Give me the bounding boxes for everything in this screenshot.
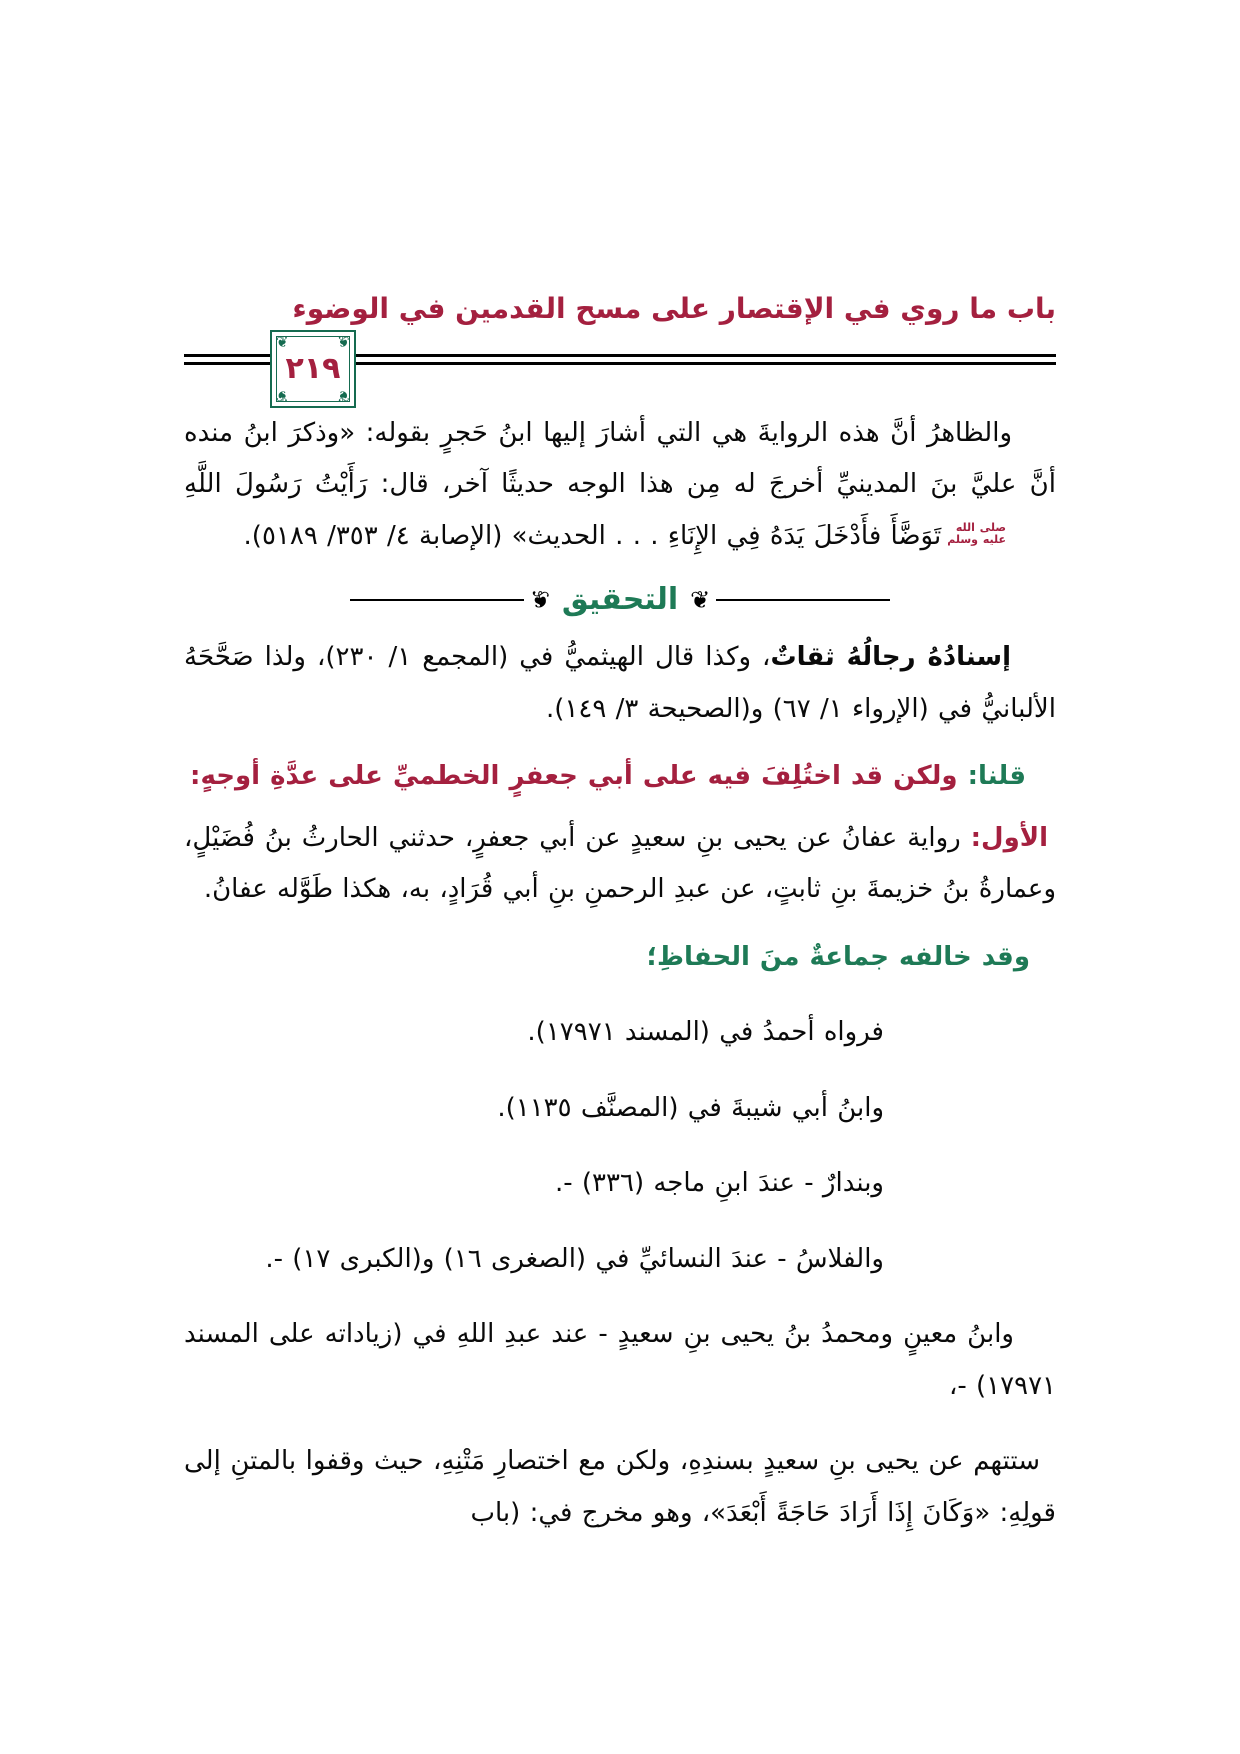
paragraph-text: تَوَضَّأَ فأَدْخَلَ يَدَهُ فِي الإِنَاءِ . . . الحديث» (الإصابة ٤/ ٣٥٣/ ٥١٨٩). <box>243 520 942 551</box>
badge-flourish-icon: ❦ <box>337 333 350 351</box>
divider-ornament-icon: ❦ <box>690 586 711 615</box>
divider-line <box>350 599 524 601</box>
badge-flourish-icon: ❦ <box>276 387 289 405</box>
list-item-bundar: وبندارٌ - عندَ ابنِ ماجه (٣٣٦) -. <box>554 1168 884 1199</box>
tahqiq-divider <box>350 582 890 618</box>
paragraph-first-wajh <box>184 813 1056 916</box>
badge-flourish-icon: ❦ <box>337 387 350 405</box>
paragraph-text: رواية عفانُ عن يحيى بنِ سعيدٍ عن أبي جعفرٍ، حدثني الحارثُ بنُ فُضَيْلٍ، وعمارةُ بنُ خزيمةَ بنِ ثابتٍ، عن عبدِ الرحمنِ بنِ أبي قُرَادٍ، به، هكذا طَوَّله عفانُ. <box>184 822 1056 905</box>
chapter-title: باب ما روي في الإقتصار على مسح القدمين في الوضوء <box>292 292 1056 325</box>
paragraph-qulna <box>184 751 1056 802</box>
divider-ornament-icon: ❦ <box>529 586 550 615</box>
paragraph-zahir <box>184 408 1056 562</box>
awwal-label: الأول: <box>970 822 1048 853</box>
paragraph-isnad <box>184 632 1056 735</box>
isnad-bold-text: إسنادُهُ رجالُهُ ثقاتٌ <box>770 642 1012 673</box>
qulna-label: قلنا: <box>967 761 1026 792</box>
salla-bottom: عليه وسلم <box>947 533 1006 547</box>
list-item-falas: والفلاسُ - عندَ النسائيِّ في (الصغرى ١٦) و(الكبرى ١٧) -. <box>265 1243 884 1274</box>
page-content <box>184 0 1056 1539</box>
salla-top: صلى الله <box>955 520 1006 534</box>
paragraph-ibn-main: وابنُ معينٍ ومحمدُ بنُ يحيى بنِ سعيدٍ - عند عبدِ اللهِ في (زياداته على المسند ١٧٩٧١) -، <box>184 1319 1056 1401</box>
badge-flourish-icon: ❦ <box>276 333 289 351</box>
page-header <box>184 292 1056 405</box>
salla-symbol <box>947 522 1050 547</box>
list-item-ibn-abi-shayba: وابنُ أبي شيبةَ في (المصنَّف ١١٣٥). <box>497 1092 884 1123</box>
divider-line <box>716 599 890 601</box>
paragraph-khalafa-heading: وقد خالفه جماعةٌ منَ الحفاظِ؛ <box>646 941 1030 972</box>
list-item-ahmad: فرواه أحمدُ في (المسند ١٧٩٧١). <box>527 1017 884 1048</box>
page-number-badge <box>270 330 356 408</box>
qulna-red-text: ولكن قد اختُلِفَ فيه على أبي جعفرٍ الخطميِّ على عدَّةِ أوجهٍ: <box>190 761 968 792</box>
tahqiq-label: التحقيق <box>561 582 679 618</box>
paragraph-sittatuhum: ستتهم عن يحيى بنِ سعيدٍ بسندِهِ، ولكن مع اختصارِ مَتْنِهِ، حيث وقفوا بالمتنِ إلى قولِهِ: «وَكَانَ إِذَا أَرَادَ حَاجَةً أَبْعَدَ»، وهو مخرج في: (باب <box>184 1446 1056 1528</box>
paragraph-text: ، وكذا قال الهيثميُّ في (المجمع ١/ ٢٣٠)، ولذا صَحَّحَهُ الألبانيُّ في (الإرواء ١/ ٦٧) و(الصحيحة ٣/ ١٤٩). <box>184 642 1056 724</box>
page-number: ٢١٩ <box>285 351 341 386</box>
paragraph-text: والظاهرُ أنَّ هذه الروايةَ هي التي أشارَ إليها ابنُ حَجرٍ بقوله: «وذكرَ ابنُ منده أنَّ عليَّ بنَ المدينيِّ أخرجَ له مِن هذا الوجه حديثًا آخر، قال: رَأَيْتُ رَسُولَ اللَّهِ <box>184 418 1056 500</box>
